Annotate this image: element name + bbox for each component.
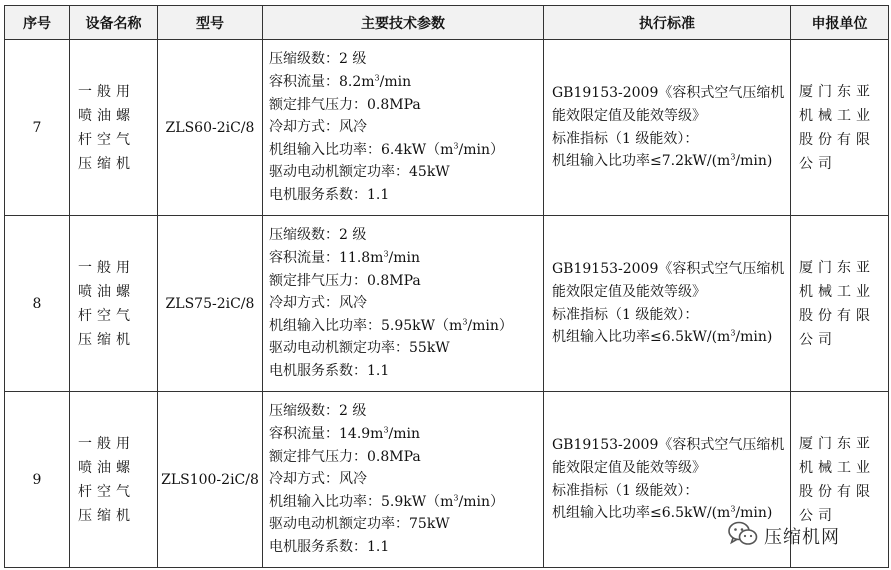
applicant: 厦门东亚机械工业股份有限公司 <box>791 40 889 216</box>
header-equipment-name: 设备名称 <box>70 6 158 40</box>
param-motor-power: 驱动电动机额定功率：75kW <box>269 516 450 533</box>
param-stages: 压缩级数：2 级 <box>269 51 367 68</box>
param-specific-power: 机组输入比功率：$5.95kW(m^3/\min)$ <box>269 317 513 334</box>
row-no: 8 <box>5 216 70 392</box>
param-cooling: 冷却方式：风冷 <box>269 119 367 136</box>
param-specific-power: 机组输入比功率：$5.9kW(m^3/\min)$ <box>269 493 505 510</box>
param-cooling: 冷却方式：风冷 <box>269 295 367 312</box>
tech-params <box>263 40 544 216</box>
equipment-name: 一般用喷油螺杆空气压缩机 <box>70 40 158 216</box>
param-stages: 压缩级数：2 级 <box>269 227 367 244</box>
tech-params <box>263 392 544 568</box>
header-model: 型号 <box>158 6 263 40</box>
standard: GB19153-2009《容积式空气压缩机 能效限定值及能效等级》 标准指标（1 级能效）： 机组输入比功率$\le 7.2kW/(m^3/\min)$ <box>544 40 791 216</box>
param-stages: 压缩级数：2 级 <box>269 403 367 420</box>
tech-params <box>263 216 544 392</box>
header-applicant: 申报单位 <box>791 6 889 40</box>
equipment-name: 一般用喷油螺杆空气压缩机 <box>70 216 158 392</box>
param-cooling: 冷却方式：风冷 <box>269 471 367 488</box>
model: ZLS100-2iC/8 <box>158 392 263 568</box>
param-service-factor: 电机服务系数：1.1 <box>269 538 390 555</box>
param-motor-power: 驱动电动机额定功率：55kW <box>269 340 450 357</box>
standard: GB19153-2009《容积式空气压缩机 能效限定值及能效等级》 标准指标（1 级能效）： 机组输入比功率$\le 6.5kW/(m^3/\min)$ <box>544 392 791 568</box>
watermark <box>728 521 840 551</box>
param-pressure: 额定排气压力：0.8MPa <box>269 448 421 465</box>
header-row <box>5 6 889 40</box>
param-flow: 容积流量：$11.8m^3/\min$ <box>269 249 421 267</box>
param-service-factor: 电机服务系数：1.1 <box>269 186 390 203</box>
standard: GB19153-2009《容积式空气压缩机 能效限定值及能效等级》 标准指标（1 级能效）： 机组输入比功率$\le 6.5kW/(m^3/\min)$ <box>544 216 791 392</box>
watermark-text: 压缩机网 <box>764 527 840 548</box>
table-row <box>5 40 889 216</box>
param-specific-power: 机组输入比功率：$6.4kW(m^3/\min)$ <box>269 141 505 158</box>
row-no: 7 <box>5 40 70 216</box>
header-standard: 执行标准 <box>544 6 791 40</box>
param-pressure: 额定排气压力：0.8MPa <box>269 96 421 113</box>
equipment-table <box>4 5 889 568</box>
equipment-name: 一般用喷油螺杆空气压缩机 <box>70 392 158 568</box>
model: ZLS75-2iC/8 <box>158 216 263 392</box>
model: ZLS60-2iC/8 <box>158 40 263 216</box>
wechat-icon <box>728 521 758 551</box>
param-flow: 容积流量：$14.9m^3/\min$ <box>269 425 421 443</box>
param-service-factor: 电机服务系数：1.1 <box>269 362 390 379</box>
table-row <box>5 216 889 392</box>
param-flow: 容积流量：$8.2m^3/\min$ <box>269 73 412 91</box>
applicant: 厦门东亚机械工业股份有限公司 <box>791 216 889 392</box>
header-tech-params: 主要技术参数 <box>263 6 544 40</box>
row-no: 9 <box>5 392 70 568</box>
param-pressure: 额定排气压力：0.8MPa <box>269 272 421 289</box>
param-motor-power: 驱动电动机额定功率：45kW <box>269 164 450 181</box>
header-no: 序号 <box>5 6 70 40</box>
applicant: 厦门东亚机械工业股份有限公司 <box>791 392 889 568</box>
